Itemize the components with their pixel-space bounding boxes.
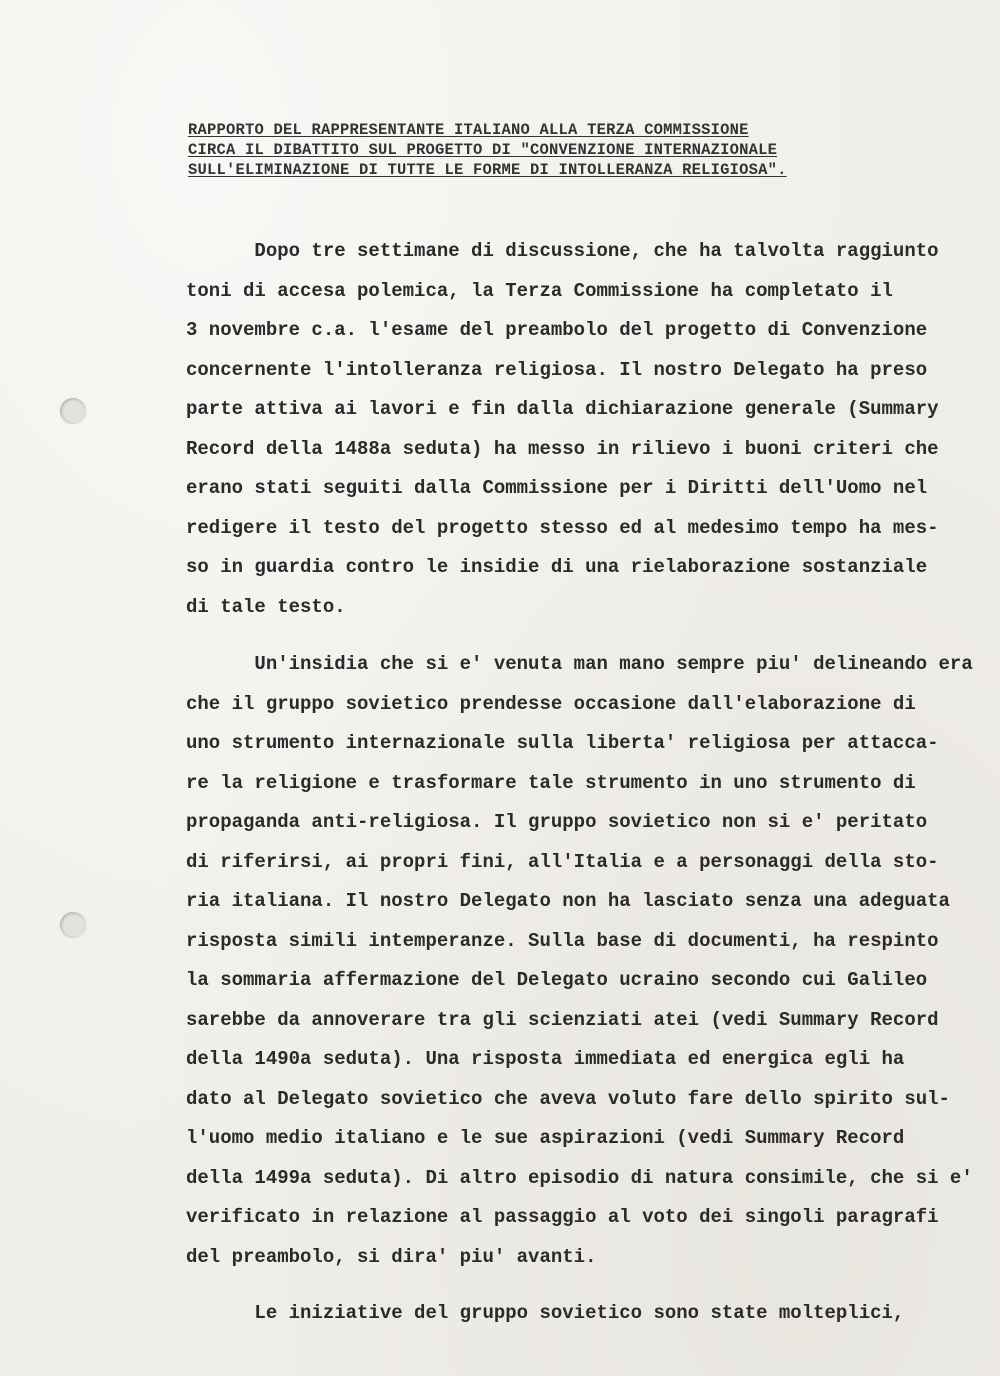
title-line: SULL'ELIMINAZIONE DI TUTTE LE FORME DI INTOLLERANZA RELIGIOSA". xyxy=(188,161,787,179)
paragraph-1 xyxy=(186,232,986,627)
text-line: risposta simili intemperanze. Sulla base di documenti, ha respinto xyxy=(186,929,939,952)
text-line: redigere il testo del progetto stesso ed al medesimo tempo ha mes- xyxy=(186,516,939,539)
text-line: toni di accesa polemica, la Terza Commissione ha completato il xyxy=(186,279,893,302)
text-line: di riferirsi, ai propri fini, all'Italia e a personaggi della sto- xyxy=(186,850,939,873)
text-line: concernente l'intolleranza religiosa. Il nostro Delegato ha preso xyxy=(186,358,928,381)
document-title xyxy=(188,120,948,180)
punch-hole xyxy=(60,398,86,424)
text-line: erano stati seguiti dalla Commissione per i Diritti dell'Uomo nel xyxy=(186,477,928,499)
text-line: re la religione e trasformare tale strumento in uno strumento di xyxy=(186,771,916,794)
text-line: Record della 1488a seduta) ha messo in rilievo i buoni criteri che xyxy=(186,437,939,460)
text-line: della 1490a seduta). Una risposta immediata ed energica egli ha xyxy=(186,1048,905,1070)
text-line: la sommaria affermazione del Delegato ucraino secondo cui Galileo xyxy=(186,969,928,991)
text-line: sarebbe da annoverare tra gli scienziati atei (vedi Summary Record xyxy=(186,1008,939,1031)
text-line: che il gruppo sovietico prendesse occasione dall'elaborazione di xyxy=(186,692,916,715)
text-line: parte attiva ai lavori e fin dalla dichiarazione generale (Summary xyxy=(186,398,939,420)
text-line: verificato in relazione al passaggio al voto dei singoli paragrafi xyxy=(186,1206,939,1228)
punch-hole xyxy=(60,912,86,938)
text-line: uno strumento internazionale sulla liberta' religiosa per attacca- xyxy=(186,732,939,754)
text-line: Un'insidia che si e' venuta man mano sempre piu' delineando era xyxy=(186,653,973,675)
text-line: Dopo tre settimane di discussione, che ha talvolta raggiunto xyxy=(186,240,939,262)
paragraph-3 xyxy=(186,1294,986,1334)
text-line: l'uomo medio italiano e le sue aspirazioni (vedi Summary Record xyxy=(186,1127,905,1149)
text-line: propaganda anti-religiosa. Il gruppo sovietico non si e' peritato xyxy=(186,811,928,833)
text-line: del preambolo, si dira' piu' avanti. xyxy=(186,1245,597,1268)
text-line: dato al Delegato sovietico che aveva voluto fare dello spirito sul- xyxy=(186,1087,950,1110)
text-line: della 1499a seduta). Di altro episodio di natura consimile, che si e' xyxy=(186,1166,973,1189)
title-line: RAPPORTO DEL RAPPRESENTANTE ITALIANO ALLA TERZA COMMISSIONE xyxy=(188,121,749,139)
title-line: CIRCA IL DIBATTITO SUL PROGETTO DI "CONVENZIONE INTERNAZIONALE xyxy=(188,141,778,159)
text-line: ria italiana. Il nostro Delegato non ha lasciato senza una adeguata xyxy=(186,890,950,912)
text-line: 3 novembre c.a. l'esame del preambolo del progetto di Convenzione xyxy=(186,319,928,341)
paragraph-2 xyxy=(186,645,986,1277)
text-line: Le iniziative del gruppo sovietico sono state molteplici, xyxy=(186,1302,905,1324)
text-line: so in guardia contro le insidie di una rielaborazione sostanziale xyxy=(186,556,928,578)
text-line: di tale testo. xyxy=(186,595,346,618)
